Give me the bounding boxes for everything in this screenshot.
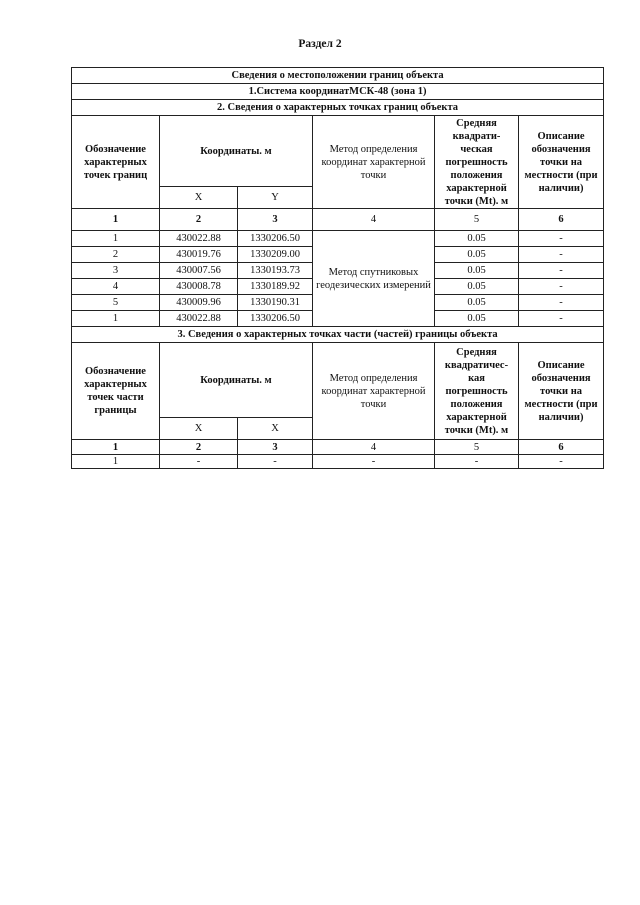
- point-cell: 3: [72, 263, 160, 279]
- point-cell: 5: [72, 295, 160, 311]
- point-cell: 2: [72, 247, 160, 263]
- table-row: [72, 231, 604, 247]
- table-caption: Сведения о местоположении границ объекта: [72, 68, 604, 84]
- x-cell: 430007.56: [160, 263, 238, 279]
- x-cell: 430019.76: [160, 247, 238, 263]
- boundary-table: [71, 67, 604, 469]
- method-cell: -: [313, 455, 435, 469]
- section-2-title: 2. Сведения о характерных точках границ объекта: [72, 100, 604, 116]
- header-accuracy: Средняя квадрати-ческая погрешность положения характерной точки (Mt). м: [435, 116, 519, 209]
- table-row: [72, 455, 604, 469]
- y-cell: -: [238, 455, 313, 469]
- method-cell: Метод спутниковых геодезических измерений: [313, 231, 435, 327]
- desc-cell: -: [519, 263, 604, 279]
- header-x: X: [160, 187, 238, 209]
- column-number: 1: [72, 209, 160, 231]
- point-cell: 4: [72, 279, 160, 295]
- section-heading: Раздел 2: [298, 38, 342, 50]
- mt-cell: 0.05: [435, 247, 519, 263]
- desc-cell: -: [519, 279, 604, 295]
- y-cell: 1330206.50: [238, 311, 313, 327]
- desc-cell: -: [519, 295, 604, 311]
- column-number: 4: [313, 209, 435, 231]
- column-number: 1: [72, 440, 160, 455]
- column-number: 4: [313, 440, 435, 455]
- desc-cell: -: [519, 231, 604, 247]
- point-cell: 1: [72, 231, 160, 247]
- x-cell: 430022.88: [160, 231, 238, 247]
- mt-cell: 0.05: [435, 295, 519, 311]
- header-description: Описание обозначения точки на местности (при наличии): [519, 116, 604, 209]
- mt-cell: 0.05: [435, 263, 519, 279]
- x-cell: 430022.88: [160, 311, 238, 327]
- column-number: 6: [519, 209, 604, 231]
- header-point: Обозначение характерных точек границ: [72, 116, 160, 209]
- header-description: Описание обозначения точки на местности (при наличии): [519, 343, 604, 440]
- y-cell: 1330206.50: [238, 231, 313, 247]
- header-x: X: [160, 418, 238, 440]
- column-number: 2: [160, 440, 238, 455]
- x-cell: 430008.78: [160, 279, 238, 295]
- coordinate-system-line: 1.Система координатМСК-48 (зона 1): [72, 84, 604, 100]
- x-cell: 430009.96: [160, 295, 238, 311]
- header-x2: X: [238, 418, 313, 440]
- column-number: 3: [238, 440, 313, 455]
- section-3-title: 3. Сведения о характерных точках части (частей) границы объекта: [72, 327, 604, 343]
- x-cell: -: [160, 455, 238, 469]
- mt-cell: 0.05: [435, 231, 519, 247]
- header-method: Метод определения координат характерной точки: [313, 343, 435, 440]
- y-cell: 1330190.31: [238, 295, 313, 311]
- mt-cell: 0.05: [435, 279, 519, 295]
- header-point: Обозначение характерных точек части границы: [72, 343, 160, 440]
- header-coordinates: Координаты. м: [160, 116, 313, 187]
- point-cell: 1: [72, 311, 160, 327]
- header-method: Метод определения координат характерной точки: [313, 116, 435, 209]
- header-y: Y: [238, 187, 313, 209]
- header-accuracy: Средняя квадратичес-кая погрешность положения характерной точки (Mt). м: [435, 343, 519, 440]
- y-cell: 1330189.92: [238, 279, 313, 295]
- mt-cell: 0.05: [435, 311, 519, 327]
- desc-cell: -: [519, 247, 604, 263]
- y-cell: 1330193.73: [238, 263, 313, 279]
- mt-cell: -: [435, 455, 519, 469]
- column-number: 5: [435, 440, 519, 455]
- column-number: 2: [160, 209, 238, 231]
- point-cell: 1: [72, 455, 160, 469]
- header-coordinates: Координаты. м: [160, 343, 313, 418]
- desc-cell: -: [519, 311, 604, 327]
- column-number: 6: [519, 440, 604, 455]
- desc-cell: -: [519, 455, 604, 469]
- column-number: 5: [435, 209, 519, 231]
- y-cell: 1330209.00: [238, 247, 313, 263]
- column-number: 3: [238, 209, 313, 231]
